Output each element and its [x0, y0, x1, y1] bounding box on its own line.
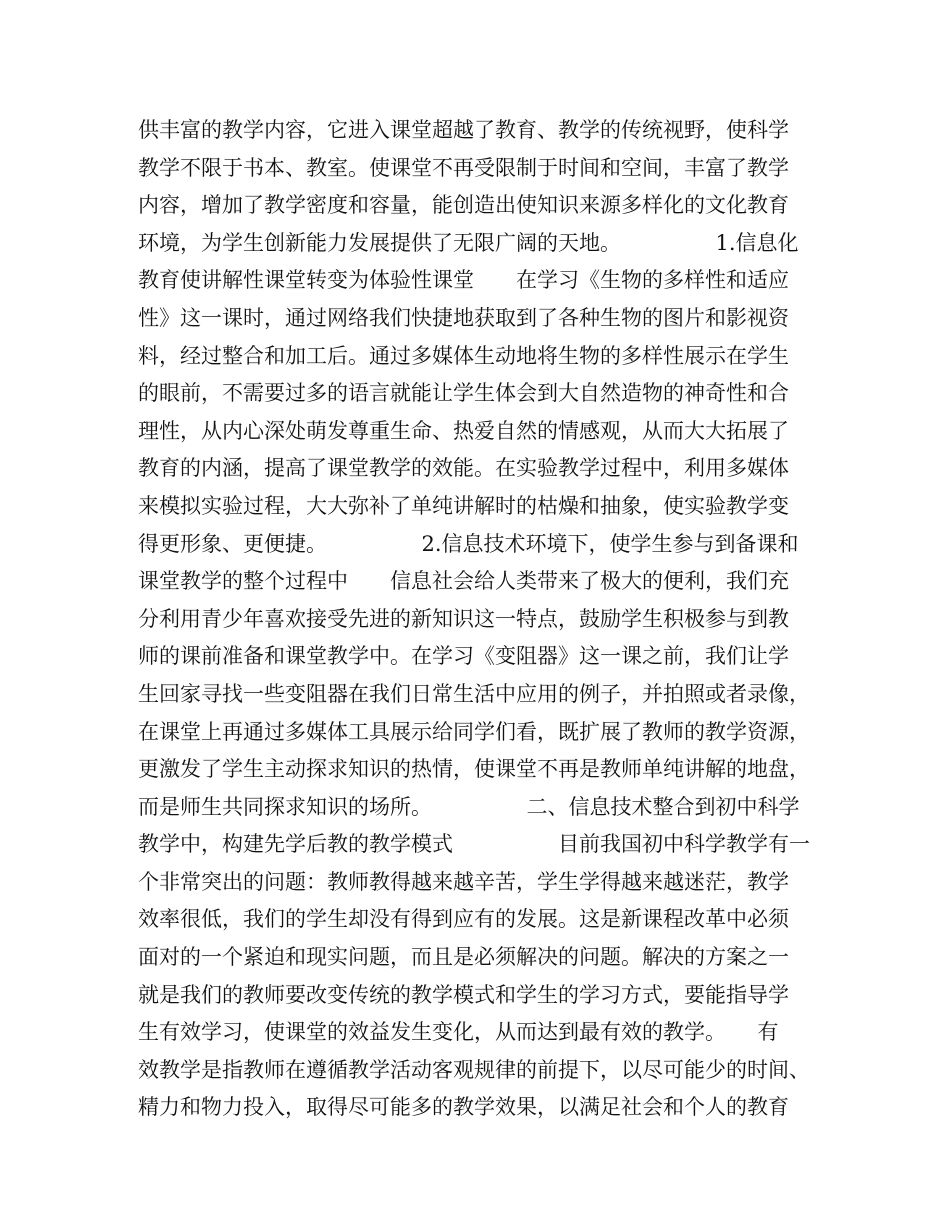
text-line: 效教学是指教师在遵循教学活动客观规律的前提下，以尽可能少的时间、 — [138, 1057, 810, 1082]
text-line: 生回家寻找一些变阻器在我们日常生活中应用的例子，并拍照或者录像， — [138, 681, 810, 706]
text-line: 供丰富的教学内容，它进入课堂超越了教育、教学的传统视野，使科学 — [138, 118, 789, 142]
text-line: 性》这一课时，通过网络我们快捷地获取到了各种生物的图片和影视资 — [138, 305, 789, 330]
text-line: 教育使讲解性课堂转变为体验性课堂 在学习《生物的多样性和适应 — [138, 268, 789, 293]
text-line: 更激发了学生主动探求知识的热情，使课堂不再是教师单纯讲解的地盘， — [138, 757, 810, 782]
text-line: 个非常突出的问题：教师教得越来越辛苦，学生学得越来越迷茫，教学 — [138, 869, 789, 894]
text-line: 理性，从内心深处萌发尊重生命、热爱自然的情感观，从而大大拓展了 — [138, 418, 789, 443]
text-line: 在课堂上再通过多媒体工具展示给同学们看，既扩展了教师的教学资源， — [138, 719, 810, 744]
text-line: 环境，为学生创新能力发展提供了无限广阔的天地。 1.信息化 — [138, 230, 799, 255]
text-line: 精力和物力投入，取得尽可能多的教学效果，以满足社会和个人的教育 — [138, 1095, 789, 1120]
text-line: 料，经过整合和加工后。通过多媒体生动地将生物的多样性展示在学生 — [138, 343, 789, 368]
text-line: 而是师生共同探求知识的场所。 二、信息技术整合到初中科学 — [138, 794, 800, 819]
text-line: 得更形象、更便捷。 2.信息技术环境下，使学生参与到备课和 — [138, 531, 799, 556]
text-line: 教学中，构建先学后教的教学模式 目前我国初中科学教学有一 — [138, 832, 810, 857]
text-line: 内容，增加了教学密度和容量，能创造出使知识来源多样化的文化教育 — [138, 193, 789, 218]
text-line: 教学不限于书本、教室。使课堂不再受限制于时间和空间，丰富了教学 — [138, 155, 789, 180]
body-text — [138, 112, 828, 1127]
text-line: 就是我们的教师要改变传统的教学模式和学生的学习方式，要能指导学 — [138, 982, 789, 1007]
text-line: 教育的内涵，提高了课堂教学的效能。在实验教学过程中，利用多媒体 — [138, 456, 789, 481]
text-line: 效率很低，我们的学生却没有得到应有的发展。这是新课程改革中必须 — [138, 907, 789, 932]
text-line: 来模拟实验过程，大大弥补了单纯讲解时的枯燥和抽象，使实验教学变 — [138, 493, 789, 518]
text-line: 师的课前准备和课堂教学中。在学习《变阻器》这一课之前，我们让学 — [138, 644, 789, 669]
text-line: 的眼前，不需要过多的语言就能让学生体会到大自然造物的神奇性和合 — [138, 381, 789, 406]
text-line: 分利用青少年喜欢接受先进的新知识这一特点，鼓励学生积极参与到教 — [138, 606, 789, 631]
text-line: 面对的一个紧迫和现实问题，而且是必须解决的问题。解决的方案之一 — [138, 945, 789, 970]
text-line: 生有效学习，使课堂的效益发生变化，从而达到最有效的教学。 有 — [138, 1020, 779, 1045]
text-line: 课堂教学的整个过程中 信息社会给人类带来了极大的便利，我们充 — [138, 569, 789, 594]
